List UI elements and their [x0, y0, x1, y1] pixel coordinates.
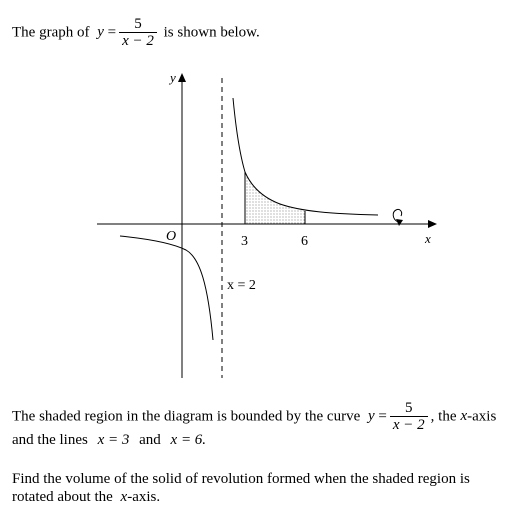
para1-eq: =	[378, 408, 387, 425]
para2-line2-pre: rotated about the	[12, 489, 113, 505]
para1-fraction	[390, 400, 428, 434]
y-axis-label: y	[170, 70, 176, 85]
para1-text-b-post: -axis	[467, 408, 497, 425]
para1-lhs: y	[367, 408, 375, 425]
para1-line2-eq2: x = 6.	[170, 432, 207, 448]
paragraph-2-line-1	[12, 469, 470, 489]
para1-text-a: The shaded region in the diagram is bounded by the curve	[12, 408, 361, 425]
para1-text-b-pre: the	[438, 408, 457, 425]
para1-line2-eq1: x = 3	[97, 432, 130, 448]
curve-left-branch	[120, 236, 213, 340]
intro-eq: =	[107, 24, 117, 41]
para1-line2-a: and the lines	[12, 432, 88, 448]
paragraph-1-line-2	[12, 430, 206, 450]
intro-prefix: The graph of	[12, 24, 90, 41]
para1-numerator: 5	[390, 400, 428, 417]
para2-line2-post: -axis.	[127, 489, 161, 505]
intro-denominator: x − 2	[122, 33, 154, 49]
para1-text-b-var: x	[460, 408, 468, 425]
asymptote-label: x = 2	[227, 278, 256, 293]
para1-comma: ,	[430, 408, 435, 425]
tick-label-3: 3	[241, 234, 248, 249]
paragraph-2-line-2	[12, 487, 160, 507]
para1-denominator: x − 2	[392, 417, 425, 433]
intro-suffix: is shown below.	[163, 24, 260, 41]
x-axis-arrow	[428, 220, 437, 228]
paragraph-1-line-1	[12, 400, 496, 434]
para2-line1: Find the volume of the solid of revolution formed when the shaded region is	[12, 471, 470, 487]
para1-line2-and: and	[139, 432, 161, 448]
intro-numerator: 5	[119, 16, 157, 33]
x-axis-label: x	[425, 231, 431, 246]
tick-label-6: 6	[301, 234, 308, 249]
para2-line2-var: x	[120, 489, 128, 505]
y-axis-arrow	[178, 73, 186, 82]
shaded-region	[245, 172, 305, 224]
origin-label: O	[166, 229, 177, 244]
rotation-arrowhead	[396, 219, 403, 226]
intro-lhs: y	[97, 24, 104, 41]
